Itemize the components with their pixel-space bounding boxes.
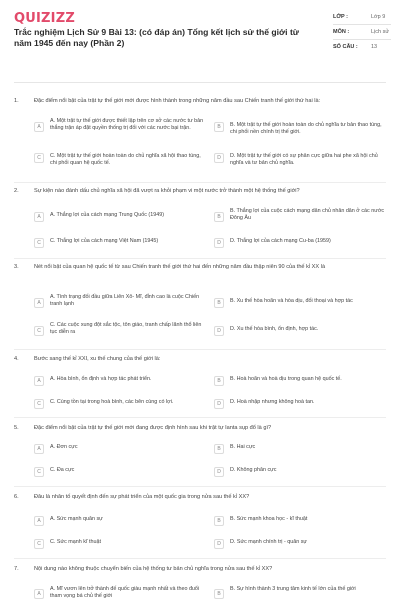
question-divider [14, 182, 386, 183]
question-number: 5. [14, 425, 19, 431]
meta-value: Lớp 9 [371, 14, 386, 20]
option-text: A. Thắng lợi của cách mạng Trung Quốc (1949) [50, 212, 165, 218]
option-text: B. Sức mạnh khoa học - kĩ thuật [230, 516, 308, 522]
option-letter-box: C [34, 153, 44, 163]
option-letter-box: A [34, 444, 44, 454]
question-number: 2. [14, 188, 19, 194]
header-divider [14, 82, 386, 83]
option-letter-box: C [34, 399, 44, 409]
option-letter-box: A [34, 298, 44, 308]
option-letter-box: D [214, 153, 224, 163]
option-letter-box: D [214, 467, 224, 477]
option-letter-box: B [214, 589, 224, 599]
option-text: C. Thắng lợi của cách mạng Việt Nam (1945) [50, 238, 159, 244]
option-text: B. Xu thế hòa hoãn và hòa dịu, đối thoại và hợp tác [230, 298, 353, 304]
option-text: D. Thắng lợi của cách mạng Cu-ba (1959) [230, 238, 331, 244]
option-letter-box: C [34, 238, 44, 248]
option-text: B. Hoà hoãn và hoà dịu trong quan hệ quốc tế. [230, 376, 342, 382]
option-letter-box: B [214, 444, 224, 454]
question-text: Đặc điểm nổi bật của trật tự thế giới mới đang được định hình sau khi trật tự Ianta sụp đổ là gì? [34, 425, 272, 431]
meta-subject [333, 29, 391, 36]
option-letter-box: A [34, 376, 44, 386]
option-text: A. Hòa bình, ổn định và hợp tác phát triển. [50, 376, 152, 382]
worksheet-header [0, 0, 400, 82]
question-number: 3. [14, 264, 19, 270]
worksheet-title: Trắc nghiệm Lịch Sử 9 Bài 13: (có đáp án) Tổng kết lịch sử thế giới từ năm 1945 đến nay (Phần 2) [14, 27, 300, 48]
meta-class [333, 14, 391, 21]
option-text: C. Các cuộc xung đột sắc tộc, tôn giáo, tranh chấp lãnh thổ liên tục diễn ra [50, 322, 202, 335]
option-text: A. Tình trạng đối đầu giữa Liên Xô- Mĩ, đỉnh cao là cuộc Chiến tranh lạnh [50, 294, 200, 307]
option-letter-box: D [214, 539, 224, 549]
meta-label: SỐ CÂU : [333, 44, 358, 50]
question-divider [14, 417, 386, 418]
question-number: 6. [14, 494, 19, 500]
option-text: D. Không phân cực [230, 467, 277, 473]
option-text: B. Thắng lợi của cuộc cách mạng dân chủ nhân dân ở các nước Đông Âu [230, 208, 385, 221]
question-number: 4. [14, 356, 19, 362]
question-text: Sự kiện nào đánh dấu chủ nghĩa xã hội đã vượt ra khỏi phạm vi một nước trở thành một hệ thống thế giới? [34, 188, 300, 194]
option-text: D. Hoà nhập nhưng không hoà tan. [230, 399, 315, 405]
option-text: A. Đơn cực [50, 444, 78, 450]
meta-value: Lịch sử [371, 29, 390, 35]
option-text: D. Xu thế hòa bình, ổn định, hợp tác. [230, 326, 319, 332]
question-number: 7. [14, 566, 19, 572]
option-letter-box: C [34, 326, 44, 336]
option-letter-box: B [214, 376, 224, 386]
question-text: Bước sang thế kỉ XXI, xu thế chung của thế giới là: [34, 356, 161, 362]
question-number: 1. [14, 98, 19, 104]
option-text: D. Sức mạnh chính trị - quân sự [230, 539, 308, 545]
option-text: A. Mĩ vươn lên trở thành đế quốc giàu mạnh nhất và theo đuổi tham vọng bá chủ thế giới [50, 586, 200, 599]
meta-label: LỚP : [333, 14, 348, 20]
option-letter-box: B [214, 122, 224, 132]
option-letter-box: D [214, 399, 224, 409]
meta-value: 13 [371, 44, 378, 50]
option-letter-box: A [34, 122, 44, 132]
question-divider [14, 258, 386, 259]
option-letter-box: C [34, 539, 44, 549]
question-divider [14, 558, 386, 559]
option-text: C. Đa cực [50, 467, 75, 473]
question-divider [14, 486, 386, 487]
option-text: C. Cùng tồn tại trong hoà bình, các bên cùng có lợi. [50, 399, 174, 405]
option-text: B. Hai cực [230, 444, 256, 450]
option-letter-box: D [214, 326, 224, 336]
question-divider [14, 349, 386, 350]
meta-divider [333, 24, 391, 25]
option-text: D. Một trật tự thế giới có sự phân cực giữa hai phe xã hội chủ nghĩa và tư bản chủ nghĩa. [230, 153, 378, 166]
option-letter-box: D [214, 238, 224, 248]
meta-question-count [333, 44, 391, 51]
meta-divider [333, 39, 391, 40]
question-text: Đâu là nhân tố quyết định đến sự phát triển của một quốc gia trong nửa sau thế kỉ XX? [34, 494, 250, 500]
quizizz-logo[interactable]: QUIZIZZ [14, 11, 75, 26]
option-letter-box: B [214, 212, 224, 222]
option-letter-box: B [214, 298, 224, 308]
option-text: B. Sự hình thành 3 trung tâm kinh tế lớn của thế giới [230, 586, 356, 592]
option-letter-box: A [34, 212, 44, 222]
option-letter-box: A [34, 516, 44, 526]
question-text: Nét nổi bật của quan hệ quốc tế từ sau Chiến tranh thế giới thứ hai đến những năm đầu thập niên 90 của thế kỉ XX là [34, 264, 326, 270]
meta-label: MÔN : [333, 29, 350, 35]
option-text: A. Sức mạnh quân sự [50, 516, 103, 522]
worksheet-meta [333, 14, 391, 51]
option-text: B. Một trật tự thế giới hoàn toàn do chủ nghĩa tư bản thao túng, chi phối nền chính trị thế giới. [230, 122, 382, 135]
option-letter-box: A [34, 589, 44, 599]
option-letter-box: B [214, 516, 224, 526]
option-text: A. Một trật tự thế giới được thiết lập trên cơ sở các nước tư bản thắng trận áp đặt quyền thống trị đối với các nước bại trận. [50, 118, 204, 131]
option-text: C. Một trật tự thế giới hoàn toàn do chủ nghĩa xã hội thao túng, chi phối quan hệ quốc tế. [50, 153, 201, 166]
question-text: Nội dung nào không thuộc chuyển biến của hệ thống tư bản chủ nghĩa trong nửa sau thế kỉ XX? [34, 566, 273, 572]
option-letter-box: C [34, 467, 44, 477]
option-text: C. Sức mạnh kĩ thuật [50, 539, 101, 545]
question-text: Đặc điểm nổi bật của trật tự thế giới mới được hình thành trong những năm đầu sau Chiến tranh thế giới thứ hai là: [34, 98, 321, 104]
